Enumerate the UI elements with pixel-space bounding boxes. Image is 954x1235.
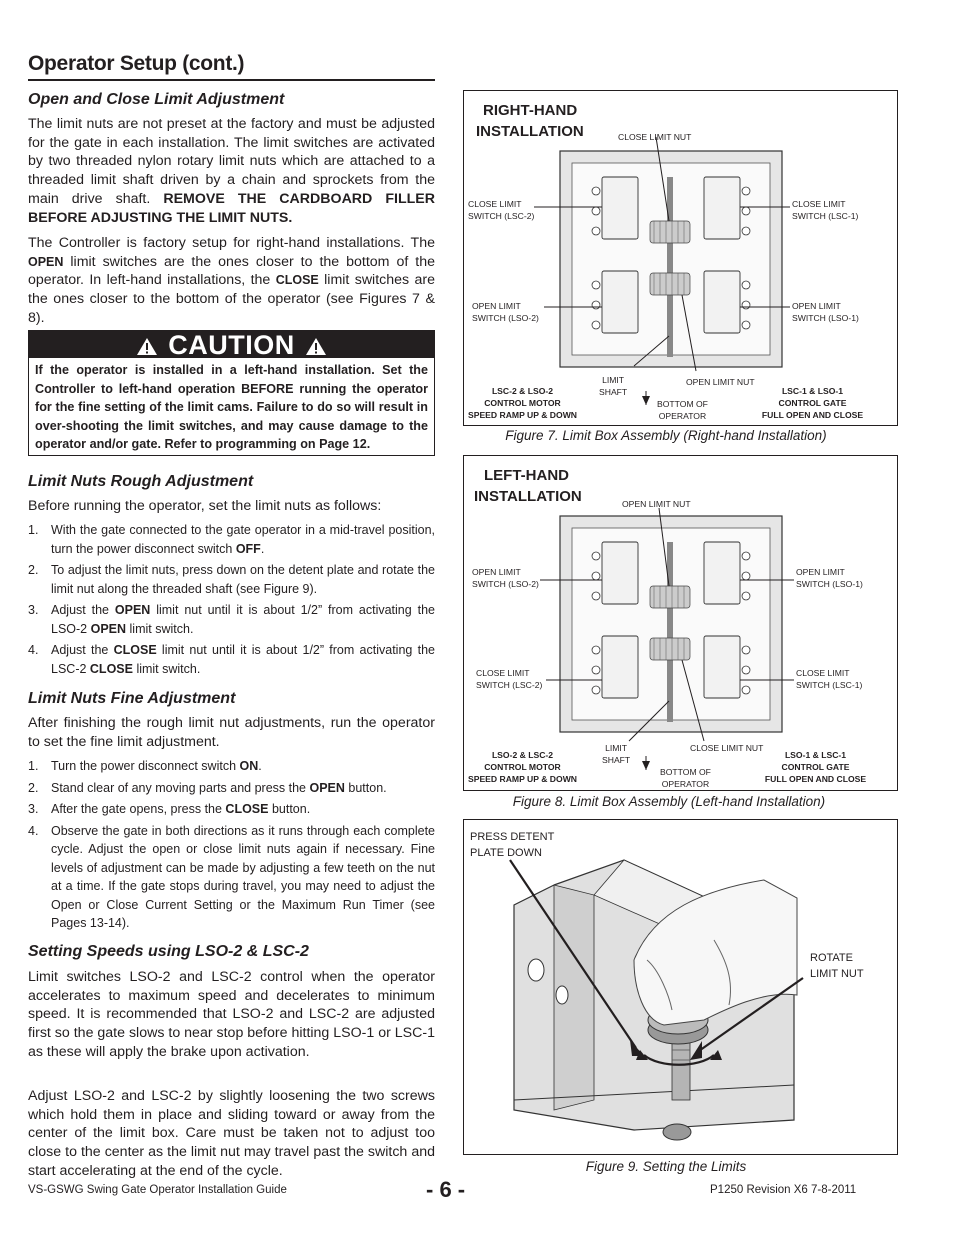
fig7-lb-2: CONTROL MOTOR <box>484 398 561 408</box>
caution-banner <box>29 331 434 358</box>
fig8-lr-2: SWITCH (LSC-1) <box>796 680 863 690</box>
page-number: - 6 - <box>426 1177 466 1202</box>
rough-intro: Before running the operator, set the limit nuts as follows: <box>28 498 382 514</box>
fig8-ur-1: OPEN LIMIT <box>796 567 845 577</box>
list-number: 4. <box>28 643 39 657</box>
fig8-bot-2: OPERATOR <box>661 779 710 789</box>
fig9-rotate-1: ROTATE <box>810 952 853 964</box>
figure-8 <box>463 455 898 791</box>
fig7-lr-2: SWITCH (LSO-1) <box>792 313 859 323</box>
setting-limits-illustration <box>464 820 897 1154</box>
list-text: button. <box>344 780 387 795</box>
fig8-shaft-2: SHAFT <box>602 755 631 765</box>
open-close-heading: Open and Close Limit Adjustment <box>28 91 285 108</box>
caution-title: CAUTION <box>168 330 295 360</box>
fig9-rotate-label <box>810 950 864 982</box>
list-number: 3. <box>28 802 39 816</box>
warning-icon <box>136 337 158 356</box>
fig8-ll-2: SWITCH (LSC-2) <box>476 680 543 690</box>
list-item <box>28 800 435 819</box>
list-text: limit switch. <box>132 661 201 676</box>
open-close-paragraph-1 <box>28 115 435 227</box>
fig8-install-line-2: INSTALLATION <box>474 488 582 505</box>
fig7-shaft-2: SHAFT <box>599 387 628 397</box>
p2-text-e: limit switches are the ones closer to the bottom of the operator (see Figures 7 & 8). <box>28 272 435 326</box>
list-number: 1. <box>28 523 39 537</box>
fig7-ur-2: SWITCH (LSC-1) <box>792 211 859 221</box>
fig8-rb-1: LSO-1 & LSC-1 <box>784 750 847 760</box>
fig8-install-line-1: LEFT-HAND <box>484 467 569 484</box>
fig8-lower-left-label <box>476 667 542 691</box>
rough-heading: Limit Nuts Rough Adjustment <box>28 473 254 490</box>
fig7-install-line-2: INSTALLATION <box>476 123 584 140</box>
list-text: limit nut until it is about 1/2” from activating the LSC-2 <box>51 643 435 676</box>
fig7-ll-1: OPEN LIMIT <box>472 301 521 311</box>
fig8-right-group-label <box>761 749 870 785</box>
p2-open: OPEN <box>28 254 64 269</box>
fig9-rotate-2: LIMIT NUT <box>810 968 864 980</box>
fig8-lb-3: SPEED RAMP UP & DOWN <box>467 774 578 784</box>
list-text: With the gate connected to the gate operator in a mid-travel position, turn the power disconnect switch <box>51 523 435 556</box>
list-text: Turn the power disconnect switch <box>51 759 240 773</box>
fig7-bottom-label <box>657 398 708 422</box>
fig7-install-line-1: RIGHT-HAND <box>483 102 578 119</box>
fig8-lb-2: CONTROL MOTOR <box>484 762 561 772</box>
list-bold-text: OFF <box>235 541 261 556</box>
fig8-bot-1: BOTTOM OF <box>660 767 711 777</box>
list-text: After the gate opens, press the <box>51 802 226 816</box>
fig8-caption: Figure 8. Limit Box Assembly (Left-hand Installation) <box>512 794 826 809</box>
caution-text: If the operator is installed in a left-hand installation. Set the Controller to left-hand operation BEFORE running the operator for the fine setting of the limit cams. Failure to do so will result in over-shooting the limit switches, and may cause damage to the operator and/or gate. Refer to programming on Page 12. <box>35 363 428 451</box>
fig8-bottom-nut-label: CLOSE LIMIT NUT <box>690 743 764 753</box>
section-title: Operator Setup (cont.) <box>28 52 245 75</box>
fig8-upper-right-label <box>796 566 863 590</box>
fig7-left-group-label <box>466 385 579 421</box>
fig8-ur-2: SWITCH (LSO-1) <box>796 579 863 589</box>
fig7-lb-3: SPEED RAMP UP & DOWN <box>467 410 578 420</box>
fig8-ul-1: OPEN LIMIT <box>472 567 521 577</box>
fig7-rb-1: LSC-1 & LSO-1 <box>781 386 844 396</box>
fig8-install-label <box>474 465 582 507</box>
fig7-ll-2: SWITCH (LSO-2) <box>472 313 539 323</box>
list-bold-text: CLOSE <box>225 802 269 816</box>
fig8-rb-2: CONTROL GATE <box>781 762 850 772</box>
list-item <box>28 601 435 638</box>
fig8-lb-1: LSO-2 & LSC-2 <box>491 750 554 760</box>
fig7-lb-1: LSC-2 & LSO-2 <box>491 386 554 396</box>
fig7-ur-1: CLOSE LIMIT <box>792 199 846 209</box>
fig8-lr-1: CLOSE LIMIT <box>796 668 850 678</box>
list-text: . <box>258 759 262 773</box>
list-item <box>28 561 435 598</box>
list-number: 4. <box>28 823 39 838</box>
fig7-rb-2: CONTROL GATE <box>778 398 847 408</box>
list-number: 2. <box>28 780 39 795</box>
fig7-bot-1: BOTTOM OF <box>657 399 708 409</box>
caution-box <box>28 330 435 456</box>
fig7-upper-left-label <box>468 198 534 222</box>
fig9-press-1: PRESS DETENT <box>470 831 555 843</box>
fig7-shaft-label <box>599 374 627 398</box>
fig8-ul-2: SWITCH (LSO-2) <box>472 579 539 589</box>
fig8-bottom-label <box>660 766 711 790</box>
fine-intro: After finishing the rough limit nut adjustments, run the operator to set the fine limit adjustment. <box>28 715 435 750</box>
list-text: Stand clear of any moving parts and press the <box>51 780 310 795</box>
open-close-paragraph-2 <box>28 234 435 328</box>
p2-text-c: limit switches are the ones closer to the bottom of the operator. In left-hand installations, the <box>28 253 435 289</box>
warning-icon <box>305 337 327 356</box>
fig7-install-label <box>476 100 584 142</box>
list-bold-text: OPEN <box>309 780 345 795</box>
footer-left: VS-GSWG Swing Gate Operator Installation Guide <box>28 1184 287 1196</box>
list-number: 2. <box>28 563 39 577</box>
list-item <box>28 779 435 798</box>
fig9-press-label <box>470 829 554 861</box>
fig7-top-nut-label: CLOSE LIMIT NUT <box>618 132 692 142</box>
p2-close: CLOSE <box>275 273 319 288</box>
fig8-shaft-label <box>602 742 630 766</box>
fine-heading: Limit Nuts Fine Adjustment <box>28 690 236 707</box>
speeds-paragraph-1: Limit switches LSO-2 and LSC-2 control when the operator accelerates to maximum speed and decelerates to minimum speed. It is recommended that LSO-2 and LSC-2 are adjusted first so the gate slows to near stop before hitting LSO-1 or LSC-1 as these will apply the brake upon activation. <box>28 969 435 1060</box>
list-text: Adjust the <box>51 643 114 657</box>
list-bold-text: OPEN <box>90 621 127 636</box>
list-text: limit nut until it is about 1/2” from activating the LSO-2 <box>51 603 435 636</box>
fig8-rb-3: FULL OPEN AND CLOSE <box>764 774 867 784</box>
fig7-caption: Figure 7. Limit Box Assembly (Right-hand Installation) <box>505 428 827 443</box>
fig7-upper-right-label <box>792 198 858 222</box>
list-text: limit switch. <box>126 621 194 636</box>
list-text: . <box>260 541 265 556</box>
fig7-lr-1: OPEN LIMIT <box>792 301 841 311</box>
p1-text: The limit nuts are not preset at the factory and must be adjusted for the gate in each installation. The limit switches are activated by two threaded nylon rotary limit nuts which are attached to a threaded limit shaft driven by a chain and sprockets from the main drive shaft. <box>28 116 435 207</box>
fig8-top-nut-label: OPEN LIMIT NUT <box>622 499 691 509</box>
fig8-left-group-label <box>466 749 579 785</box>
fig7-lower-left-label <box>472 300 539 324</box>
fig7-lower-right-label <box>792 300 859 324</box>
fig7-shaft-1: LIMIT <box>602 375 625 385</box>
fig8-upper-left-label <box>472 566 539 590</box>
list-bold-text: CLOSE <box>89 661 133 676</box>
fig7-right-group-label <box>758 385 867 421</box>
list-item <box>28 521 435 558</box>
list-item <box>28 822 435 933</box>
fig9-caption: Figure 9. Setting the Limits <box>585 1159 747 1174</box>
list-text: button. <box>268 802 311 816</box>
fig9-press-2: PLATE DOWN <box>470 847 542 859</box>
fig7-rb-3: FULL OPEN AND CLOSE <box>761 410 864 420</box>
fig8-shaft-1: LIMIT <box>605 743 628 753</box>
list-number: 3. <box>28 603 39 617</box>
list-number: 1. <box>28 759 39 773</box>
fig7-ul-2: SWITCH (LSC-2) <box>468 211 535 221</box>
fig7-bottom-nut-label: OPEN LIMIT NUT <box>686 377 755 387</box>
list-bold-text: CLOSE <box>113 643 157 657</box>
fig7-bot-2: OPERATOR <box>658 411 707 421</box>
footer-right: P1250 Revision X6 7-8-2011 <box>710 1184 857 1196</box>
list-bold-text: OPEN <box>114 603 151 617</box>
fine-list <box>28 757 435 936</box>
figure-9 <box>463 819 898 1155</box>
list-item <box>28 641 435 678</box>
rough-list <box>28 521 435 681</box>
list-text: Adjust the <box>51 603 115 617</box>
list-text: Observe the gate in both directions as it runs through each complete cycle. Adjust the open or close limit nuts again if necessary. Fine levels of adjustment can be made by adjusting a few teeth on the nut at a time. If the gate stops during travel, you may need to adjust the Open or Close Current Setting or the Maximum Run Timer (see Pages 13-14). <box>51 823 435 930</box>
fig8-lower-right-label <box>796 667 862 691</box>
speeds-paragraph-2: Adjust LSO-2 and LSC-2 by slightly loosening the two screws which hold them in place and sliding toward or away from the center of the limit box. Care must be taken not to adjust too close to the center as the limit nut may travel past the switch and start accelerating at the end of the cycle. <box>28 1088 435 1179</box>
figure-7 <box>463 90 898 426</box>
speeds-heading: Setting Speeds using LSO-2 & LSC-2 <box>28 943 309 960</box>
list-item <box>28 757 435 776</box>
list-bold-text: ON <box>239 759 259 773</box>
fig8-ll-1: CLOSE LIMIT <box>476 668 530 678</box>
fig7-ul-1: CLOSE LIMIT <box>468 199 522 209</box>
p2-text-a: The Controller is factory setup for right-hand installations. The <box>28 235 435 251</box>
list-text: To adjust the limit nuts, press down on the detent plate and rotate the limit nut along the threaded shaft (see Figure 9). <box>51 563 435 596</box>
title-rule <box>28 79 435 81</box>
p1-bold: REMOVE THE CARDBOARD FILLER BEFORE ADJUSTING THE LIMIT NUTS. <box>28 190 435 226</box>
